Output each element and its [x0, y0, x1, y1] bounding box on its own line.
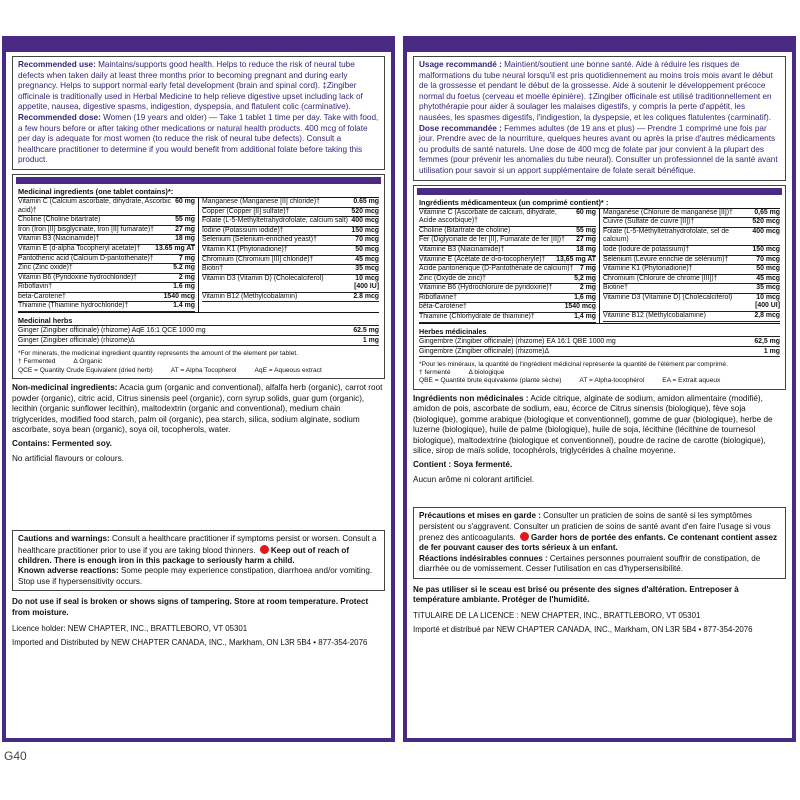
- ingredient-amount-cell: [354, 275, 379, 292]
- code-label: G40: [4, 749, 27, 763]
- ingredient-amount: 10 mcg: [756, 293, 780, 301]
- ingredient-row: [419, 284, 596, 294]
- ingredient-amount-cell: [556, 256, 596, 265]
- ingredient-amount-cell: [756, 284, 780, 293]
- ingredient-row: [18, 293, 195, 303]
- ingredient-amount-cell: [756, 265, 780, 274]
- medicinal-ingredients-box-fr: [413, 185, 786, 390]
- ingredient-amount: 0,65 mg: [754, 208, 780, 216]
- ingredient-row: [202, 265, 379, 275]
- ingredient-row: [419, 209, 596, 227]
- ingredient-amount: 520 mcg: [752, 218, 780, 226]
- ingredient-row: [202, 198, 379, 208]
- ingredient-row: [202, 227, 379, 237]
- ingredient-row: [202, 293, 379, 303]
- ingredient-amount: 70 mcg: [355, 236, 379, 244]
- ingredient-amount: 13,65 mg AT: [556, 255, 596, 263]
- ingredient-name: Vitamine B6 (Hydrochlorure de pyridoxine)†: [419, 284, 553, 292]
- ingredient-row: [18, 198, 195, 216]
- ingredient-name: Choline (Choline bitartrate): [18, 216, 101, 224]
- ingredient-amount: 50 mcg: [355, 245, 379, 253]
- nonmed-title-fr: Ingrédients non médicinales :: [413, 393, 529, 403]
- ingredient-amount: 10 mcg: [355, 274, 379, 282]
- dose-text: Women (19 years and older) — Take 1 tablet 1 time per day. Take with food, a few hours before or after taking other medications or natural health products. 400 mcg of folate per day is adequate for most women (to reduce the risk of neural tube defects). Consult a healthcare practitioner to determine if you would benefit from additional folate before taking this product.: [18, 112, 379, 165]
- adverse-title-fr: Réactions indésirables connues :: [419, 553, 548, 563]
- ingredient-amount-cell: [351, 208, 379, 217]
- ingredients-column-1: [18, 198, 198, 312]
- ingredient-amount: 60 mg: [175, 197, 195, 205]
- ingredient-name: Chromium (Chlorure de chrome [III])†: [603, 274, 718, 282]
- herb-name: Gingembre (Zingiber officinale) (rhizome)Δ: [419, 347, 550, 355]
- dose-text-fr: Femmes adultes (de 19 ans et plus) — Prendre 1 comprimé une fois par jour. Prendre avec de la nourriture, quelques heures avant ou après la prise d'autres médicaments ou produits de santé naturels. Une dose de 400 mcg de folate par jour convient à la plupart des femmes (pour prévenir les anomalies du tube neural). Consulter un professionnel de la santé avant utilisation pour savoir si un apport supplémentaire de folate serait bénéfique.: [419, 123, 778, 175]
- recommended-use-box: [12, 56, 385, 170]
- ingredient-row: [419, 275, 596, 285]
- ingredient-amount-cell: [175, 198, 195, 215]
- adverse-text-fr: Certaines personnes pourraient souffrir de constipation, de diarrhée ou de vomissement. Cesser l'utilisation en cas d'hypersensibilité.: [419, 553, 761, 574]
- herb-amount: 1 mg: [362, 337, 379, 345]
- ingredient-amount-cell: [580, 265, 596, 274]
- ingredient-amount-cell: [756, 275, 780, 284]
- ingredient-amount-cell: [173, 264, 195, 273]
- ingredient-amount: 400 mcg: [351, 217, 379, 225]
- ingredient-name: Copper (Copper [II] sulfate)†: [202, 207, 290, 215]
- usage-text-herbal: ‡Zingiber officinale is traditionally used in Herbal Medicine to help relieve digestive upset including lack of appetite, nausea, digestive spasms, indigestion, dyspepsia, and flatulent colic (carminative).: [18, 81, 363, 112]
- usage-title: Recommended use:: [18, 60, 96, 69]
- ingredient-name: Vitamin D3 (Vitamin D) (Cholecalciferol): [202, 274, 324, 282]
- ingredient-name: Chromium (Chromium [III] chloride)†: [202, 255, 314, 263]
- ingredient-amount-cell: [576, 246, 596, 255]
- ingredient-name: Vitamin B12 (Methylcobalamin): [202, 292, 298, 300]
- ingredients-column-1-fr: [419, 209, 599, 323]
- ingredient-row: [419, 256, 596, 266]
- ingredient-name: Vitamine D3 (Vitamine D) (Cholécalciférol): [603, 293, 733, 301]
- ingredient-amount-cell: [175, 226, 195, 235]
- ingredient-row: [603, 256, 780, 266]
- usage-text-fr: Maintient/soutient une bonne santé. Aide à réduire les risques de malformations du tube neural lorsqu'il est pris quotidiennement au moins trois mois avant le début de la grossesse et pendant le début de la grossesse. Aide à soutenir le développement précoce normal du foetus (cerveau et moelle épinière).: [419, 60, 773, 101]
- ingredient-name: Vitamine B12 (Méthylcobalamine): [603, 312, 706, 320]
- footnote-fermented-fr: † fermenté: [419, 369, 451, 377]
- ingredient-row: [202, 256, 379, 266]
- ingredient-name: Zinc (Oxyde de zinc)†: [419, 274, 487, 282]
- ingredient-amount-cell: [752, 246, 780, 255]
- herb-row: [18, 326, 379, 336]
- ingredient-amount: 27 mg: [576, 236, 596, 244]
- ingredient-amount-cell: [754, 312, 780, 321]
- herb-amount: 62,5 mg: [754, 337, 780, 345]
- nonmed-title: Non-medicinal ingredients:: [12, 383, 118, 393]
- ingredient-amount-cell: [179, 274, 195, 283]
- ingredient-amount: 1,4 mg: [574, 313, 596, 321]
- ingredient-amount-cell: [576, 209, 596, 226]
- ingredient-amount-cell: [353, 293, 379, 302]
- usage-text: Maintains/supports good health. Helps to reduce the risk of neural tube defects when taken daily at least three months prior to becoming pregnant and during early pregnancy. Helps to support normal early fetal development (brain and spinal cord).: [18, 60, 355, 91]
- ingredient-amount: 400 mcg: [752, 227, 780, 235]
- footnote-aqe: AqE = Aqueous extract: [254, 366, 322, 374]
- ingredient-amount-cell: [179, 255, 195, 264]
- ingredient-row: [419, 313, 596, 323]
- ingredient-amount-cell: [175, 216, 195, 225]
- ingredient-amount: 5.2 mg: [173, 264, 195, 272]
- ingredient-name: Vitamin B3 (Niacinamide)†: [18, 235, 100, 243]
- ingredient-amount: 150 mcg: [752, 245, 780, 253]
- ingredient-row: [603, 275, 780, 285]
- ingredient-row: [603, 246, 780, 256]
- ingredient-row: [419, 227, 596, 237]
- nonmed-text: Acacia gum (organic and conventional), alfalfa herb (organic), carrot root powder (organic), citric acid, Citrus sinensis peel (organic), corn syrup solids, guar gum (organic), lecithin (organic sunflower lecithin), maltodextrin (organic and conventional), medium chain triglycerides, modified food starch, palm oil (organic), pea starch, silica, sodium alginate, sodium ascorbate, soya bean (organic), soya oil, tocopherols, water.: [12, 383, 383, 434]
- ingredient-name: Selenium (Selenium-enriched yeast)†: [202, 236, 317, 244]
- licence-holder: Licence holder: NEW CHAPTER, INC., BRATTLEBORO, VT 05301: [12, 623, 248, 633]
- footnote-qbe-fr: QBE = Quantité brute équivalente (plante sèche): [419, 377, 562, 385]
- contains-statement: Contains: Fermented soy.: [12, 439, 112, 449]
- no-artificial-statement: No artificial flavours or colours.: [12, 453, 124, 463]
- ingredient-row: [603, 228, 780, 246]
- usage-title-fr: Usage recommandé :: [419, 60, 502, 69]
- ingredient-amount: 45 mcg: [756, 274, 780, 282]
- ingredient-name: Fer (Diglycinate de fer [II], Fumarate de fer [II])†: [419, 236, 565, 244]
- ingredient-amount-cell: [355, 236, 379, 245]
- caution-title: Cautions and warnings:: [18, 534, 110, 544]
- ingredient-amount-cell: [173, 283, 195, 292]
- ingredients-title-fr: Ingrédients médicamenteux (un comprimé contient)* :: [419, 197, 609, 207]
- ingredient-amount: 5,2 mg: [574, 274, 596, 282]
- footnote-fermented: † Fermented: [18, 358, 56, 366]
- ingredient-amount: 35 mcg: [355, 265, 379, 273]
- ingredient-name: Vitamine B3 (Niacinamide)†: [419, 245, 505, 253]
- cautions-box-fr: [413, 507, 786, 578]
- ingredient-name: Manganese (Manganese [II] chloride)†: [202, 197, 320, 205]
- ingredient-amount-cell: [574, 294, 596, 303]
- adverse-text: Some people may experience constipation, diarrhoea and/or vomiting. Stop use if hypersensitivity occurs.: [18, 566, 373, 586]
- ingredient-name: Vitamin C (Calcium ascorbate, dihydrate, Ascorbic acid)†: [18, 197, 172, 214]
- ingredient-row: [18, 274, 195, 284]
- ingredient-amount-cell: [351, 227, 379, 236]
- ingredient-row: [18, 216, 195, 226]
- caution-text: Consult a healthcare practitioner if symptoms persist or worsen. Consult a healthcare practitioner prior to use if you are taking blood thinners.: [18, 534, 377, 555]
- non-medicinal-ingredients-fr: [413, 394, 786, 456]
- ingredient-name: Vitamine E (Acétate de d-α-tocophéryle)†: [419, 255, 546, 263]
- ingredient-row: [18, 264, 195, 274]
- herb-name: Ginger (Zingiber officinale) (rhizome)Δ: [18, 337, 135, 345]
- ingredient-amount: 1.4 mg: [173, 302, 195, 310]
- ingredient-amount-cell: [355, 246, 379, 255]
- footnote-organic-fr: Δ biologique: [468, 369, 505, 377]
- ingredient-name: Iron (Iron [II] bisglycinate, Iron [II] fumarate)†: [18, 225, 154, 233]
- ingredient-row: [18, 245, 195, 255]
- ingredients-table: [18, 197, 379, 313]
- dose-title-fr: Dose recommandée :: [419, 123, 502, 133]
- ingredient-amount: 7 mg: [178, 254, 195, 262]
- footnote-at-fr: AT = Alpha-tocophérol: [579, 377, 645, 385]
- recommended-use-box-fr: [413, 56, 786, 181]
- purple-divider-bar-fr: [417, 188, 782, 195]
- herb-name: Ginger (Zingiber officinale) (rhizome) AqE 16:1 QCE 1000 mg: [18, 327, 206, 335]
- ingredient-name: Folate (L-5-Methyltetrahydrofolate, calcium salt): [202, 217, 348, 225]
- ingredient-row: [419, 294, 596, 304]
- ingredient-name: Cuivre (Sulfate de cuivre [II])†: [603, 218, 695, 226]
- ingredient-name: Biotin†: [202, 265, 224, 273]
- caution-text-fr: Consulter un praticien de soins de santé si les symptômes persistent ou s'aggravent. Consulter un praticien de soins de santé avant d'en faire l'usage si vous prenez des anticoagulants.: [419, 511, 771, 542]
- ingredient-name: bêta-Carotène†: [419, 303, 467, 311]
- footnote-at: AT = Alpha Tocopherol: [170, 366, 237, 374]
- ingredient-row: [419, 303, 596, 313]
- ingredient-row: [18, 255, 195, 265]
- ingredient-row: [419, 265, 596, 275]
- ingredient-row: [419, 236, 596, 246]
- footnote-organic: Δ Organic: [73, 358, 103, 366]
- usage-text-herbal-fr: ‡Zingiber officinale est utilisé traditionnellement en phytothérapie pour aider à soulager les malaises digestifs, y compris la perte d'appétit, les nausées, les spasmes digestifs, l'indigestion, la dyspepsie, et les coliques flatulentes (carminatif).: [419, 91, 772, 122]
- ingredient-amount-cell: [756, 256, 780, 265]
- ingredient-row: [603, 209, 780, 219]
- ingredient-amount: 35 mcg: [756, 284, 780, 292]
- ingredient-row: [18, 302, 195, 312]
- ingredient-row: [603, 218, 780, 228]
- storage-statement: Do not use if seal is broken or shows signs of tampering. Store at room temperature. Protect from moisture.: [12, 597, 369, 617]
- ingredient-amount-cell: [155, 245, 195, 254]
- warning-dot-icon: [260, 545, 269, 554]
- ingredient-name: Vitamine C (Ascorbate de calcium, dihydraté, Acide ascorbique)†: [419, 208, 557, 225]
- ingredient-amount: 7 mg: [579, 265, 596, 273]
- ingredient-amount-cell: [574, 275, 596, 284]
- ingredient-name: Sélénium (Levure enrichie de sélénium)†: [603, 255, 729, 263]
- ingredient-amount-cell: [580, 284, 596, 293]
- ingredient-amount: 520 mcg: [351, 207, 379, 215]
- footnote-ea-fr: EA = Extrait aqueux: [662, 377, 721, 385]
- footnotes-fr: [419, 361, 780, 386]
- ingredient-name: Biotine†: [603, 284, 628, 292]
- ingredient-amount: 45 mcg: [355, 255, 379, 263]
- nonmed-text-fr: Acide citrique, alginate de sodium, amidon alimentaire (modifié), amidon de pois, ascorbate de sodium, eau, écorce de Citrus sinensis (biologique), fève soja (biologique), gomme arabique (biologique et conventionnel), gomme de guar (biologique), herbe de luzerne (biologique), huile de palme (biologique), huile de soja, lécithine (lécithine de tournesol biologique), maltodextrine (biologique et conventionnel), poudre de racine de carotte (biologique), silice, sirop de maïs solide, tocophérols, triglycérides à chaîne moyenne.: [413, 393, 773, 455]
- warning-dot-icon-fr: [520, 532, 529, 541]
- ingredient-amount: 1,6 mg: [574, 293, 596, 301]
- ingredient-amount: 55 mg: [175, 216, 195, 224]
- herbs-title-fr: Herbes médicinales: [419, 327, 780, 337]
- ingredient-amount-cell: [752, 218, 780, 227]
- footnote-qce: QCE = Quantity Crude Equivalent (dried herb): [18, 366, 153, 374]
- purple-divider-bar: [16, 177, 381, 184]
- ingredient-amount: 1540 mcg: [163, 292, 195, 300]
- herbs-title: Medicinal herbs: [18, 316, 379, 326]
- ingredient-amount: 27 mg: [175, 225, 195, 233]
- ingredient-name: Manganèse (Chlorure de manganèse [II])†: [603, 208, 733, 216]
- ingredient-amount-cell: [574, 313, 596, 322]
- ingredient-name: Thiamine (Chlorhydrate de thiamine)†: [419, 313, 535, 321]
- ingredient-row: [603, 284, 780, 294]
- ingredient-row: [603, 294, 780, 312]
- ingredient-name: Pantothenic acid (Calcium D-pantothenate)†: [18, 254, 154, 262]
- ingredient-name: Iode (Iodure de potassium)†: [603, 245, 690, 253]
- ingredient-amount-cell: [351, 217, 379, 226]
- adverse-title: Known adverse reactions:: [18, 566, 119, 576]
- ingredient-row: [603, 312, 780, 322]
- ingredient-amount-cell: [565, 303, 596, 312]
- no-artificial-statement-fr: Aucun arôme ni colorant artificiel.: [413, 474, 535, 484]
- ingredient-row: [18, 283, 195, 293]
- ingredient-name: Zinc (Zinc oxide)†: [18, 264, 73, 272]
- ingredient-row: [18, 235, 195, 245]
- herb-row: [18, 336, 379, 346]
- ingredient-row: [18, 226, 195, 236]
- ingredient-amount: 18 mg: [175, 235, 195, 243]
- ingredient-name: Riboflavine†: [419, 293, 457, 301]
- caution-bold-text: Keep out of reach of children. There is enough iron in this package to seriously harm a child.: [18, 545, 350, 565]
- ingredient-name: Vitamin B6 (Pyridoxine hydrochloride)†: [18, 273, 137, 281]
- english-label-panel: [2, 36, 395, 742]
- ingredient-name: Vitamin K1 (Phytonadione)†: [202, 245, 288, 253]
- ingredient-amount: 70 mcg: [756, 255, 780, 263]
- ingredient-amount-cell: [355, 256, 379, 265]
- cautions-box: [12, 530, 385, 591]
- dose-title: Recommended dose:: [18, 112, 101, 122]
- ingredient-amount-cell: [173, 302, 195, 311]
- ingredient-row: [603, 265, 780, 275]
- ingredient-amount: 2 mg: [579, 284, 596, 292]
- ingredient-name: Riboflavin†: [18, 283, 53, 291]
- ingredient-amount: 150 mcg: [351, 226, 379, 234]
- ingredient-amount-cell: [175, 235, 195, 244]
- footnote-minerals-fr: *Pour les minéraux, la quantité de l'ingrédient médicinal représente la quantité de l'élément par comprimé.: [419, 360, 728, 368]
- ingredient-amount: 2 mg: [178, 273, 195, 281]
- ingredient-amount: 60 mg: [576, 208, 596, 216]
- importer-line: Imported and Distributed by NEW CHAPTER CANADA, INC., Markham, ON L3R 5B4 • 877-354-2076: [12, 637, 368, 647]
- contains-statement-fr: Contient : Soya fermenté.: [413, 460, 513, 470]
- ingredient-row: [202, 275, 379, 293]
- ingredient-amount-cell: [355, 265, 379, 274]
- herb-row: [419, 347, 780, 357]
- ingredient-row: [419, 246, 596, 256]
- ingredient-amount: 18 mg: [576, 245, 596, 253]
- footnotes: [18, 350, 379, 375]
- herb-amount: 62.5 mg: [353, 327, 379, 335]
- ingredient-amount-cell: [755, 294, 780, 311]
- ingredient-amount-cell: [164, 293, 195, 302]
- ingredient-amount-cell: [754, 209, 780, 218]
- ingredient-name: Folate (L-5-Méthyltétrahydrofolate, sel de calcium): [603, 227, 730, 244]
- caution-title-fr: Précautions et mises en garde :: [419, 511, 541, 521]
- storage-statement-fr: Ne pas utiliser si le sceau est brisé ou présente des signes d'altération. Entreposer à température ambiante. Protéger de l'humidité.: [413, 584, 739, 604]
- ingredient-amount: 1540 mcg: [564, 303, 596, 311]
- ingredients-title: Medicinal ingredients (one tablet contains)*:: [18, 186, 174, 196]
- ingredient-name: Choline (Bitartrate de choline): [419, 226, 511, 234]
- ingredients-table-fr: [419, 208, 780, 324]
- ingredient-amount: 1.6 mg: [173, 283, 195, 291]
- herb-row: [419, 337, 780, 347]
- ingredient-name: Thiamine (Thiamine hydrochloride)†: [18, 302, 129, 310]
- ingredient-amount-cell: [752, 228, 780, 245]
- non-medicinal-ingredients: [12, 383, 385, 435]
- ingredient-amount: 55 mg: [576, 226, 596, 234]
- ingredients-column-2: [198, 198, 379, 312]
- ingredient-name: Iodine (Potassium iodide)†: [202, 226, 284, 234]
- ingredient-name: Vitamin E (d-alpha Tocopheryl acetate)†: [18, 244, 141, 252]
- importer-line-fr: Importé et distribué par NEW CHAPTER CANADA, INC., Markham, ON L3R 5B4 • 877-354-2076: [413, 625, 753, 635]
- ingredient-name: beta-Carotene†: [18, 292, 66, 300]
- ingredient-row: [202, 217, 379, 227]
- footnote-minerals: *For minerals, the medicinal ingredient quantity represents the amount of the element per tablet.: [18, 350, 299, 358]
- ingredient-amount-iu: [400 IU]: [354, 283, 379, 291]
- ingredient-amount-cell: [353, 198, 379, 207]
- french-label-panel: [403, 36, 796, 742]
- medicinal-ingredients-box: [12, 174, 385, 379]
- ingredient-amount: 2.8 mcg: [353, 292, 379, 300]
- ingredient-amount: 0.65 mg: [353, 197, 379, 205]
- ingredient-amount: 13.65 mg AT: [155, 244, 195, 252]
- ingredient-amount: 2,8 mcg: [754, 312, 780, 320]
- ingredient-row: [202, 236, 379, 246]
- ingredient-amount-iu: [400 UI]: [755, 302, 780, 310]
- herb-amount: 1 mg: [763, 347, 780, 355]
- herbs-list-fr: [419, 337, 780, 357]
- ingredient-amount-cell: [576, 227, 596, 236]
- ingredient-row: [202, 246, 379, 256]
- herbs-list: [18, 326, 379, 346]
- ingredient-name: Vitamine K1 (Phytonadione)†: [603, 265, 693, 273]
- ingredient-amount-cell: [576, 236, 596, 245]
- ingredient-row: [202, 208, 379, 218]
- licence-holder-fr: TITULAIRE DE LA LICENCE : NEW CHAPTER, INC., BRATTLEBORO, VT 05301: [413, 611, 701, 621]
- caution-bold-text-fr: Garder hors de portée des enfants. Ce contenant contient assez de fer pouvant causer des torts sérieux à un enfant.: [419, 532, 778, 553]
- ingredient-amount: 50 mcg: [756, 265, 780, 273]
- ingredients-column-2-fr: [599, 209, 780, 323]
- herb-name: Gingembre (Zingiber officinale) (rhizome) EA 16:1 QBE 1000 mg: [419, 337, 616, 345]
- ingredient-name: Acide pantonénique (D-Pantothénate de calcium)†: [419, 265, 574, 273]
